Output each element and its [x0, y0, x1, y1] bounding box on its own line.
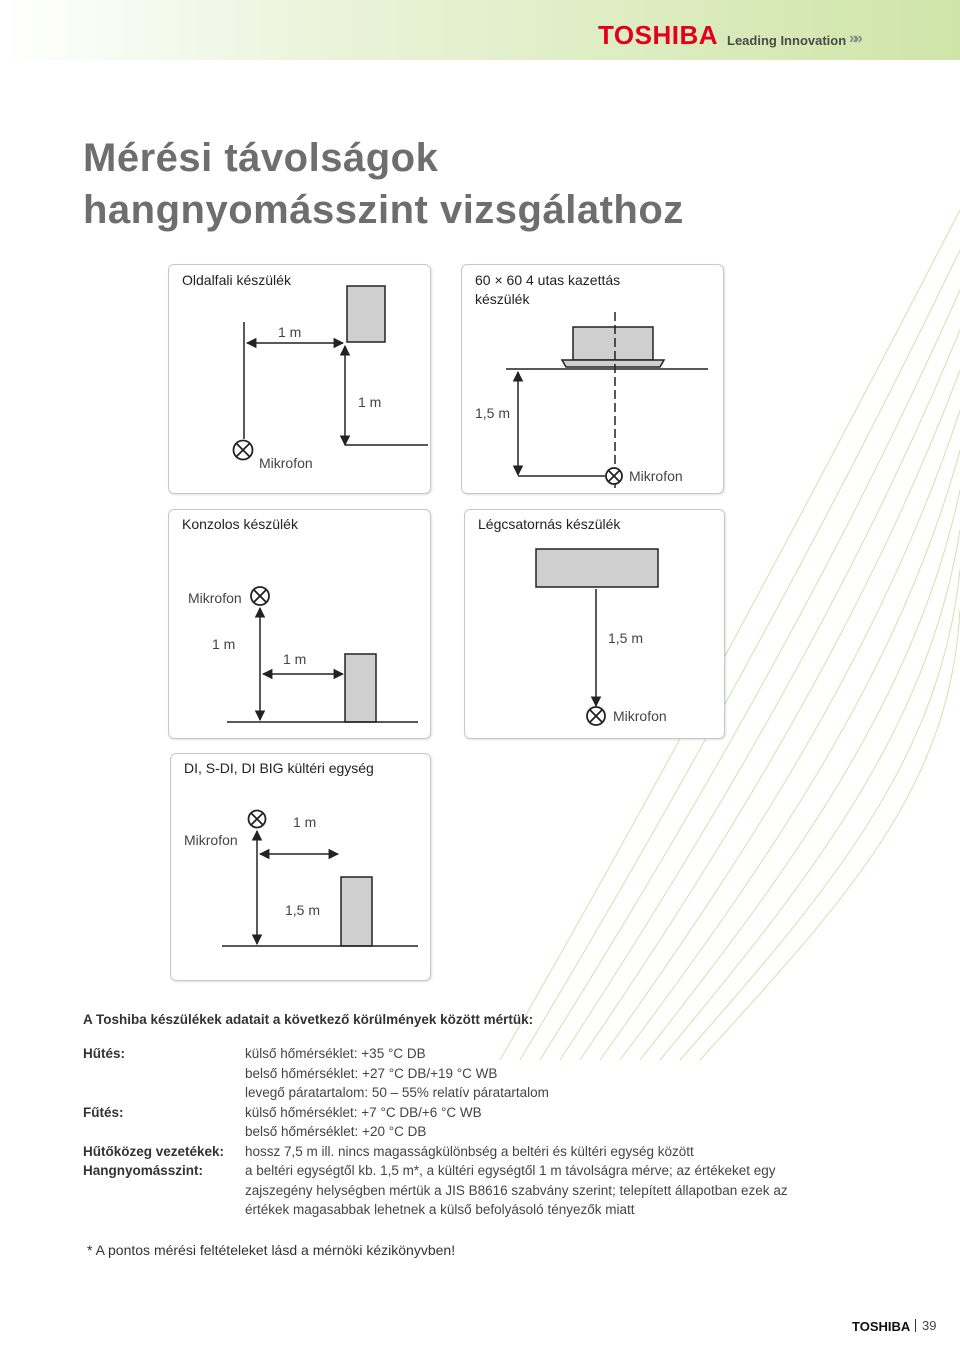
conditions-row: Hangnyomásszint: a beltéri egységtől kb. 1,5 m*, a kültéri egységtől 1 m távolságra mérve; az értékeket egy [83, 1163, 776, 1178]
toshiba-logo: TOSHIBA [598, 20, 719, 50]
page-title: Mérési távolságok hangnyomásszint vizsgálathoz [83, 136, 684, 232]
conditions-row: belső hőmérséklet: +20 °C DB [245, 1124, 427, 1139]
outdoor-unit-box [341, 877, 372, 946]
conditions-row: zajszegény helységben mértük a JIS B8616 szabvány szerint; telepített állapotban ezek az [245, 1182, 788, 1198]
panel-title: 60 × 60 4 utas kazettás készülék [475, 272, 621, 307]
distance-label: 1 m [283, 651, 307, 667]
microphone-icon [249, 811, 266, 828]
wall-unit-box [347, 286, 385, 342]
distance-label: 1 m [293, 814, 317, 830]
duct-unit-box [536, 549, 658, 587]
distance-label: 1 m [278, 324, 302, 340]
console-unit-box [345, 654, 376, 722]
conditions-list [83, 1046, 903, 1222]
conditions-row: Hűtés: külső hőmérséklet: +35 °C DB [83, 1046, 426, 1061]
conditions-heading: A Toshiba készülékek adatait a következő körülmények között mértük: [83, 1012, 534, 1027]
chevron-right-icon: »» [849, 30, 859, 47]
header-tagline: Leading Innovation [727, 33, 847, 48]
panel-title: Légcsatornás készülék [478, 516, 621, 532]
footnote: * A pontos mérési feltételeket lásd a mérnöki kézikönyvben! [87, 1242, 456, 1258]
conditions-row: belső hőmérséklet: +27 °C DB/+19 °C WB [245, 1065, 498, 1081]
distance-label: 1 m [212, 636, 236, 652]
panel-title: Oldalfali készülék [182, 272, 291, 288]
footer-logo: TOSHIBA [852, 1319, 911, 1334]
cassette-unit-box [573, 327, 653, 360]
microphone-icon [587, 707, 605, 725]
distance-label: 1,5 m [608, 630, 644, 646]
conditions-row: Fűtés: külső hőmérséklet: +7 °C DB/+6 °C WB [83, 1104, 482, 1120]
conditions-row: levegő páratartalom: 50 – 55% relatív páratartalom [245, 1085, 549, 1100]
panel-title: Konzolos készülék [182, 516, 298, 532]
page-number: 39 [922, 1318, 937, 1333]
distance-label: 1,5 m [285, 902, 321, 918]
microphone-label: Mikrofon [613, 708, 667, 724]
microphone-icon [234, 441, 253, 460]
microphone-label: Mikrofon [184, 832, 238, 848]
conditions-row: értékek magasabbak lehetnek a külső befolyásoló tényezők miatt [245, 1202, 635, 1217]
microphone-label: Mikrofon [188, 590, 242, 606]
microphone-label: Mikrofon [629, 468, 683, 484]
microphone-icon [606, 468, 622, 484]
distance-label: 1,5 m [475, 405, 511, 421]
microphone-label: Mikrofon [259, 455, 313, 471]
conditions-row: Hűtőközeg vezetékek: hossz 7,5 m ill. nincs magasságkülönbség a beltéri és kültéri egység között [83, 1143, 694, 1159]
microphone-icon [251, 587, 269, 605]
footer-divider [915, 1319, 916, 1332]
distance-label: 1 m [358, 394, 382, 410]
panel-title: DI, S-DI, DI BIG kültéri egység [184, 760, 374, 776]
